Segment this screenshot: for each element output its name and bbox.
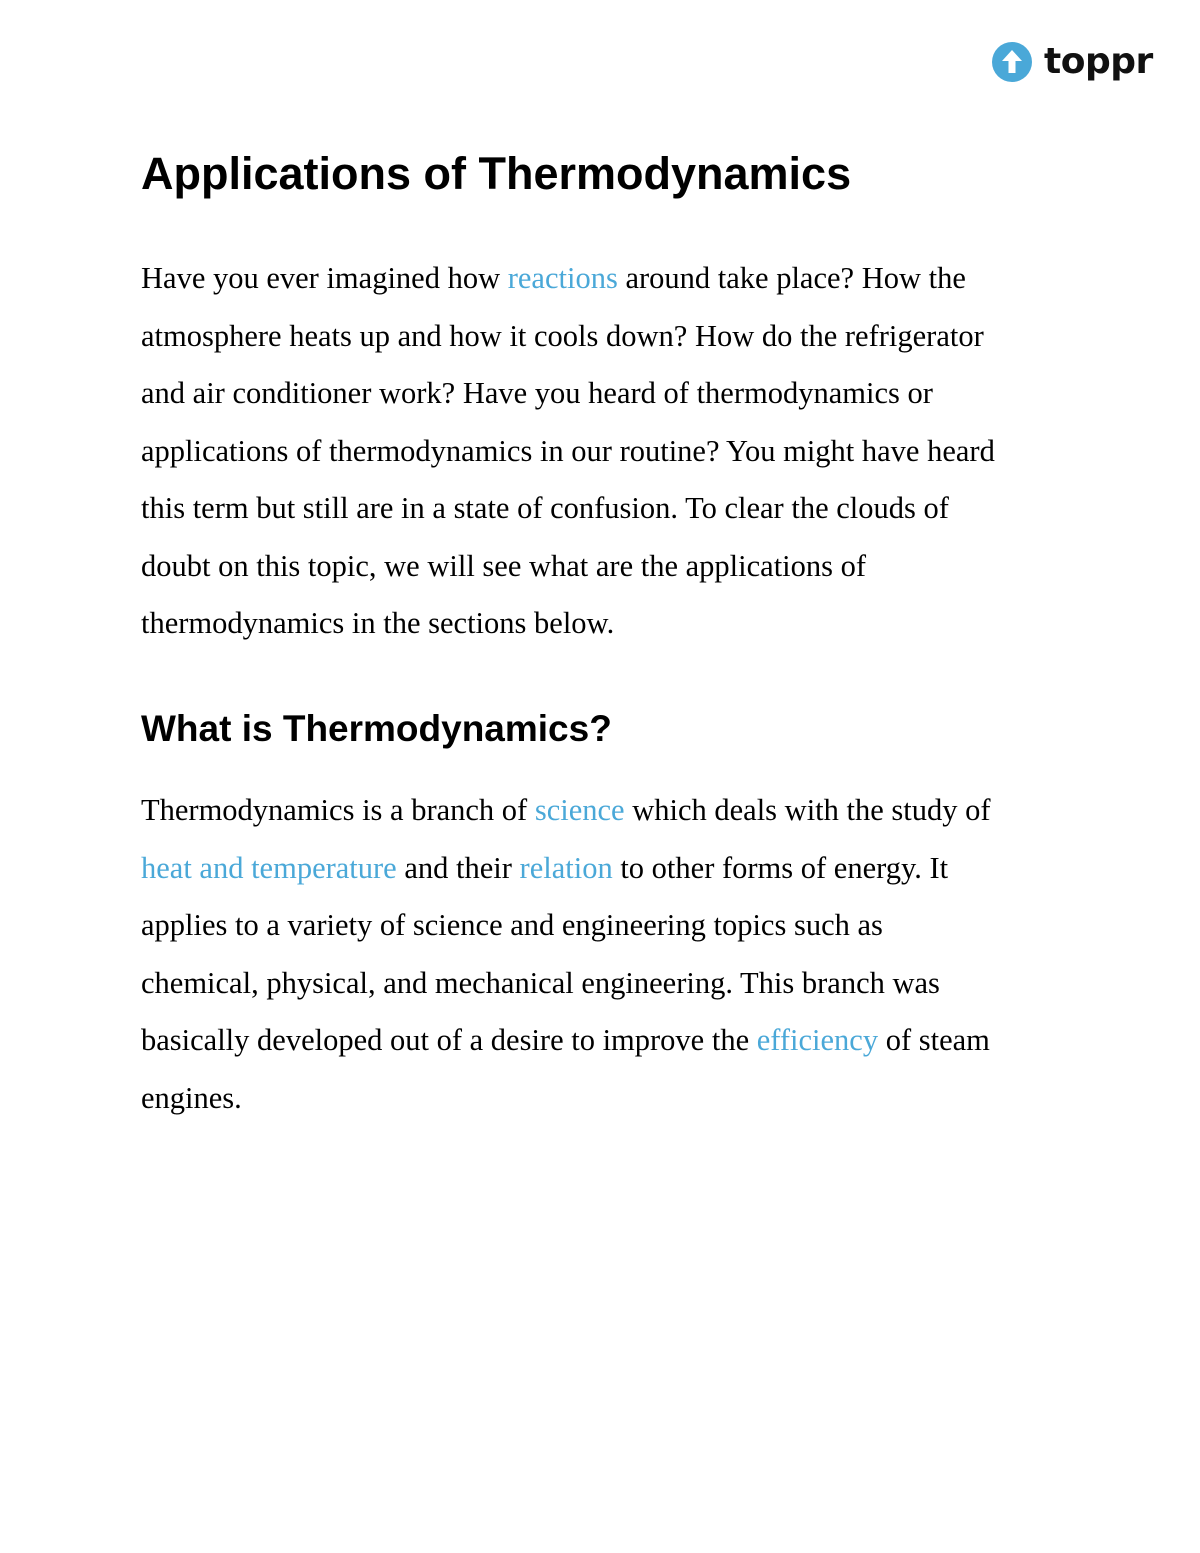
- page-title: Applications of Thermodynamics: [141, 148, 852, 199]
- logo-wordmark: toppr: [1044, 41, 1153, 82]
- paragraph-line: atmosphere heats up and how it cools down? How do the refrigerator: [141, 318, 984, 353]
- paragraph-line: and air conditioner work? Have you heard of thermodynamics or: [141, 376, 933, 410]
- paragraph-line: heat and temperature and their relation to other forms of energy. It: [141, 850, 949, 885]
- paragraph-line: thermodynamics in the sections below.: [141, 606, 615, 640]
- paragraph-line: this term but still are in a state of confusion. To clear the clouds of: [141, 491, 949, 525]
- intro-paragraph: [141, 250, 995, 653]
- up-arrow-circle-icon: [990, 40, 1034, 84]
- paragraph-line: Have you ever imagined how reactions around take place? How the: [141, 261, 966, 295]
- section-heading: What is Thermodynamics?: [141, 708, 612, 749]
- paragraph-line: chemical, physical, and mechanical engineering. This branch was: [141, 965, 940, 1000]
- paragraph-line: engines.: [141, 1080, 242, 1115]
- paragraph-line: basically developed out of a desire to improve the efficiency of steam: [141, 1023, 990, 1057]
- paragraph-line: Thermodynamics is a branch of science which deals with the study of: [141, 793, 991, 827]
- paragraph-line: doubt on this topic, we will see what are the applications of: [141, 548, 867, 583]
- science-link[interactable]: science: [534, 793, 625, 827]
- paragraph-line: applications of thermodynamics in our routine? You might have heard: [141, 433, 995, 468]
- relation-link[interactable]: relation: [519, 850, 613, 885]
- heat-and-temperature-link[interactable]: heat and temperature: [141, 850, 397, 885]
- reactions-link[interactable]: reactions: [507, 261, 618, 295]
- toppr-logo[interactable]: [990, 38, 1153, 86]
- definition-paragraph: [141, 782, 991, 1127]
- efficiency-link[interactable]: efficiency: [756, 1023, 879, 1057]
- paragraph-line: applies to a variety of science and engineering topics such as: [141, 908, 883, 942]
